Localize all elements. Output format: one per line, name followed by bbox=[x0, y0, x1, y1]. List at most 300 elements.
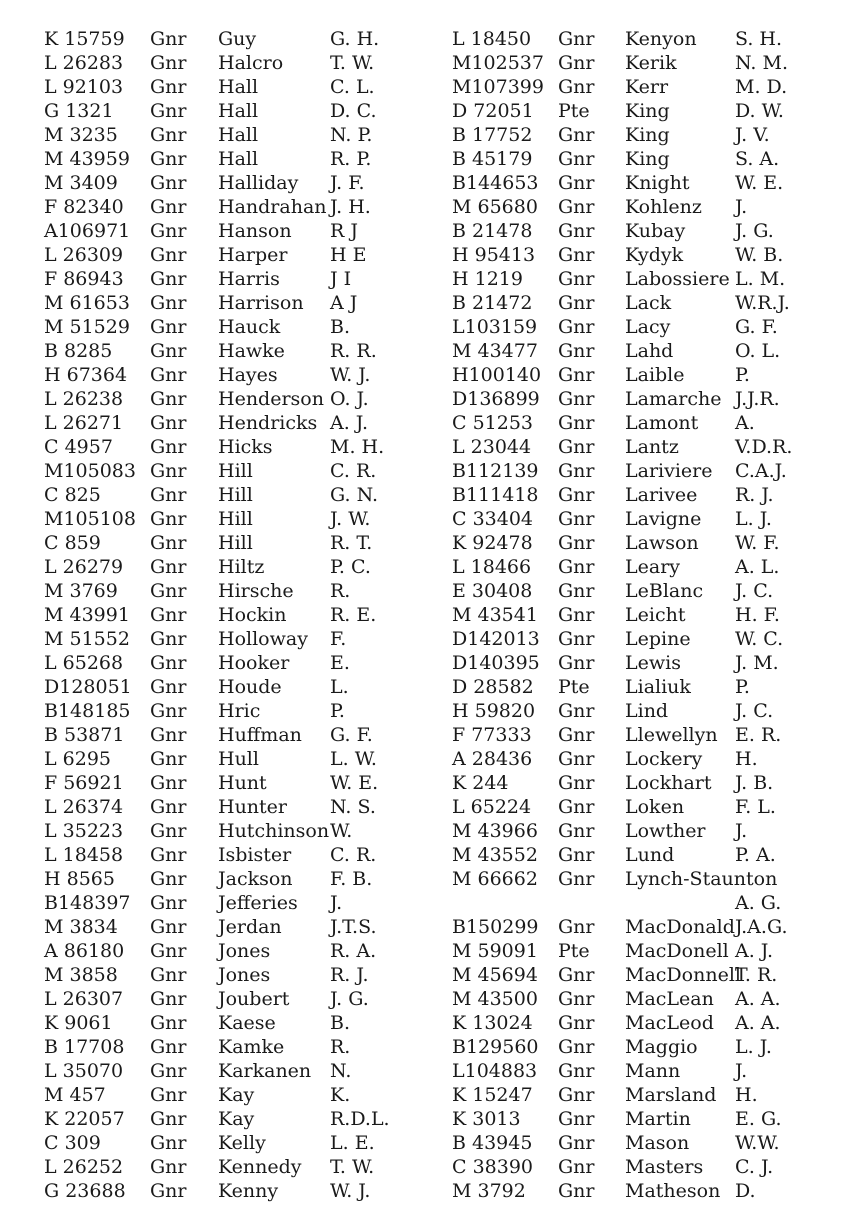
roll-entry bbox=[452, 219, 846, 243]
surname: Knight bbox=[625, 172, 690, 194]
roll-entry bbox=[452, 939, 846, 963]
initials: F. bbox=[330, 628, 347, 650]
roll-entry bbox=[452, 675, 846, 699]
service-number: C 309 bbox=[44, 1132, 101, 1154]
rank: Gnr bbox=[150, 76, 187, 98]
service-number: M102537 bbox=[452, 52, 544, 74]
initials: W.R.J. bbox=[735, 292, 790, 314]
surname: Lamarche bbox=[625, 388, 722, 410]
service-number: L 35223 bbox=[44, 820, 124, 842]
roll-entry bbox=[44, 795, 444, 819]
roll-entry bbox=[452, 267, 846, 291]
rank: Gnr bbox=[558, 436, 595, 458]
rank: Gnr bbox=[150, 172, 187, 194]
surname: Hall bbox=[218, 124, 259, 146]
service-number: M 3769 bbox=[44, 580, 118, 602]
surname: Lantz bbox=[625, 436, 679, 458]
initials: H. F. bbox=[735, 604, 780, 626]
roll-entry bbox=[44, 771, 444, 795]
rank: Gnr bbox=[558, 484, 595, 506]
initials: J. H. bbox=[330, 196, 371, 218]
roll-entry bbox=[44, 483, 444, 507]
surname: Lewis bbox=[625, 652, 681, 674]
surname: Lack bbox=[625, 292, 672, 314]
surname: Kay bbox=[218, 1084, 255, 1106]
roll-entry bbox=[452, 411, 846, 435]
service-number: F 77333 bbox=[452, 724, 532, 746]
rank: Gnr bbox=[558, 388, 595, 410]
service-number: L104883 bbox=[452, 1060, 538, 1082]
surname: Hunter bbox=[218, 796, 288, 818]
initials: J. bbox=[735, 820, 748, 842]
surname: Hill bbox=[218, 484, 253, 506]
rank: Gnr bbox=[150, 1108, 187, 1130]
service-number: L 26307 bbox=[44, 988, 124, 1010]
roll-entry bbox=[44, 435, 444, 459]
roll-entry bbox=[44, 675, 444, 699]
rank: Gnr bbox=[150, 724, 187, 746]
surname: Hockin bbox=[218, 604, 287, 626]
roll-entry bbox=[44, 387, 444, 411]
initials: J.A.G. bbox=[735, 916, 788, 938]
rank: Gnr bbox=[150, 892, 187, 914]
service-number: M 45694 bbox=[452, 964, 538, 986]
initials: C. J. bbox=[735, 1156, 774, 1178]
initials: K. bbox=[330, 1084, 351, 1106]
rank: Gnr bbox=[150, 964, 187, 986]
rank: Gnr bbox=[150, 1156, 187, 1178]
roll-entry bbox=[44, 123, 444, 147]
rank: Gnr bbox=[558, 1156, 595, 1178]
initials: W. bbox=[330, 820, 353, 842]
service-number: M 3409 bbox=[44, 172, 118, 194]
surname: Harrison bbox=[218, 292, 304, 314]
roll-entry bbox=[452, 195, 846, 219]
rank: Gnr bbox=[150, 292, 187, 314]
initials: W.W. bbox=[735, 1132, 780, 1154]
service-number: L 26238 bbox=[44, 388, 124, 410]
service-number: B148397 bbox=[44, 892, 131, 914]
service-number: H 95413 bbox=[452, 244, 536, 266]
service-number: D128051 bbox=[44, 676, 132, 698]
initials: A. L. bbox=[735, 556, 780, 578]
service-number: M105083 bbox=[44, 460, 136, 482]
rank: Gnr bbox=[558, 244, 595, 266]
roll-entry bbox=[452, 987, 846, 1011]
roll-entry bbox=[44, 459, 444, 483]
rank: Gnr bbox=[150, 556, 187, 578]
service-number: M 65680 bbox=[452, 196, 538, 218]
roll-entry bbox=[452, 891, 846, 915]
rank: Gnr bbox=[558, 1084, 595, 1106]
initials: B. bbox=[330, 316, 351, 338]
service-number: B 21472 bbox=[452, 292, 533, 314]
initials: G. F. bbox=[735, 316, 778, 338]
initials: A. bbox=[735, 412, 755, 434]
service-number: M 61653 bbox=[44, 292, 130, 314]
service-number: L 92103 bbox=[44, 76, 124, 98]
surname: Jefferies bbox=[218, 892, 298, 914]
roll-entry bbox=[452, 843, 846, 867]
roll-entry bbox=[44, 219, 444, 243]
service-number: L 23044 bbox=[452, 436, 532, 458]
rank: Gnr bbox=[150, 148, 187, 170]
surname: Kenny bbox=[218, 1180, 279, 1202]
surname: Hendricks bbox=[218, 412, 318, 434]
rank: Gnr bbox=[558, 844, 595, 866]
initials: J. M. bbox=[735, 652, 779, 674]
roll-entry bbox=[44, 171, 444, 195]
roll-entry bbox=[44, 315, 444, 339]
service-number: L103159 bbox=[452, 316, 538, 338]
initials: J. bbox=[735, 1060, 748, 1082]
initials: H E bbox=[330, 244, 367, 266]
rank: Gnr bbox=[558, 724, 595, 746]
rank: Gnr bbox=[150, 436, 187, 458]
roll-entry bbox=[44, 843, 444, 867]
roll-entry bbox=[452, 627, 846, 651]
roll-entry bbox=[452, 291, 846, 315]
surname: Kaese bbox=[218, 1012, 276, 1034]
service-number: A 86180 bbox=[44, 940, 125, 962]
roll-entry bbox=[44, 963, 444, 987]
roll-entry bbox=[44, 579, 444, 603]
service-number: M 43541 bbox=[452, 604, 538, 626]
surname: Labossiere bbox=[625, 268, 730, 290]
surname: Kenyon bbox=[625, 28, 697, 50]
roll-entry bbox=[44, 531, 444, 555]
surname: Kay bbox=[218, 1108, 255, 1130]
initials: W. F. bbox=[735, 532, 780, 554]
initials: P. bbox=[735, 676, 750, 698]
service-number: C 38390 bbox=[452, 1156, 534, 1178]
service-number: B112139 bbox=[452, 460, 539, 482]
surname: Lialiuk bbox=[625, 676, 691, 698]
initials: J. bbox=[735, 196, 748, 218]
service-number: L 26374 bbox=[44, 796, 124, 818]
service-number: G 1321 bbox=[44, 100, 114, 122]
service-number: D 28582 bbox=[452, 676, 534, 698]
initials: J. C. bbox=[735, 580, 774, 602]
initials: J I bbox=[330, 268, 352, 290]
surname: Laible bbox=[625, 364, 685, 386]
rank: Gnr bbox=[558, 1036, 595, 1058]
surname: Henderson bbox=[218, 388, 324, 410]
rank: Gnr bbox=[150, 268, 187, 290]
service-number: L 26283 bbox=[44, 52, 124, 74]
roll-entry bbox=[452, 27, 846, 51]
service-number: L 35070 bbox=[44, 1060, 124, 1082]
initials: F. L. bbox=[735, 796, 776, 818]
roll-entry bbox=[452, 75, 846, 99]
rank: Gnr bbox=[150, 580, 187, 602]
surname: Harris bbox=[218, 268, 280, 290]
service-number: L 18458 bbox=[44, 844, 124, 866]
initials: R. P. bbox=[330, 148, 372, 170]
initials: J. B. bbox=[735, 772, 774, 794]
rank: Gnr bbox=[558, 868, 595, 890]
roll-entry bbox=[452, 123, 846, 147]
surname: Kerik bbox=[625, 52, 677, 74]
initials: C. L. bbox=[330, 76, 375, 98]
rank: Gnr bbox=[558, 964, 595, 986]
surname: Halcro bbox=[218, 52, 284, 74]
service-number: L 26252 bbox=[44, 1156, 124, 1178]
service-number: B144653 bbox=[452, 172, 539, 194]
initials: J.T.S. bbox=[330, 916, 377, 938]
surname: Larivee bbox=[625, 484, 698, 506]
surname: MacDonell bbox=[625, 940, 729, 962]
surname: Holloway bbox=[218, 628, 308, 650]
rank: Gnr bbox=[558, 172, 595, 194]
surname: Karkanen bbox=[218, 1060, 312, 1082]
surname: Jones bbox=[218, 964, 271, 986]
service-number: M 43959 bbox=[44, 148, 130, 170]
roll-entry bbox=[452, 339, 846, 363]
initials: R. bbox=[330, 580, 351, 602]
surname: Matheson bbox=[625, 1180, 721, 1202]
initials: C. R. bbox=[330, 460, 377, 482]
surname: Hall bbox=[218, 148, 259, 170]
initials: A. J. bbox=[735, 940, 773, 962]
surname: Hawke bbox=[218, 340, 285, 362]
initials: C. R. bbox=[330, 844, 377, 866]
rank: Gnr bbox=[150, 988, 187, 1010]
surname: Lockhart bbox=[625, 772, 712, 794]
rank: Gnr bbox=[558, 124, 595, 146]
service-number: B 53871 bbox=[44, 724, 125, 746]
roll-entry bbox=[44, 411, 444, 435]
roll-entry bbox=[452, 387, 846, 411]
service-number: M107399 bbox=[452, 76, 544, 98]
surname: Harper bbox=[218, 244, 288, 266]
rank: Gnr bbox=[558, 556, 595, 578]
rank: Gnr bbox=[558, 268, 595, 290]
initials: B. bbox=[330, 1012, 351, 1034]
rank: Gnr bbox=[558, 532, 595, 554]
roll-entry bbox=[452, 51, 846, 75]
rank: Gnr bbox=[558, 412, 595, 434]
roll-entry bbox=[44, 507, 444, 531]
initials: A. A. bbox=[735, 1012, 781, 1034]
roll-entry bbox=[452, 651, 846, 675]
rank: Pte bbox=[558, 676, 590, 698]
surname: Lind bbox=[625, 700, 669, 722]
service-number: L 26309 bbox=[44, 244, 124, 266]
roll-entry bbox=[44, 603, 444, 627]
service-number: H 1219 bbox=[452, 268, 523, 290]
right-column bbox=[452, 27, 846, 1203]
service-number: M 51529 bbox=[44, 316, 130, 338]
service-number: D142013 bbox=[452, 628, 540, 650]
initials: W. E. bbox=[330, 772, 379, 794]
surname: Lamont bbox=[625, 412, 699, 434]
surname: Hull bbox=[218, 748, 259, 770]
surname: Marsland bbox=[625, 1084, 717, 1106]
initials: P. A. bbox=[735, 844, 776, 866]
initials: A J bbox=[330, 292, 358, 314]
surname: Kohlenz bbox=[625, 196, 702, 218]
rank: Gnr bbox=[150, 28, 187, 50]
surname: MacDonald bbox=[625, 916, 735, 938]
surname: Kamke bbox=[218, 1036, 285, 1058]
roll-entry bbox=[44, 1179, 444, 1203]
surname: Martin bbox=[625, 1108, 691, 1130]
surname: Lahd bbox=[625, 340, 674, 362]
rank: Gnr bbox=[558, 364, 595, 386]
roll-entry bbox=[452, 771, 846, 795]
surname: Mann bbox=[625, 1060, 681, 1082]
roll-entry bbox=[44, 627, 444, 651]
rank: Gnr bbox=[558, 292, 595, 314]
rank: Gnr bbox=[558, 460, 595, 482]
initials: L. W. bbox=[330, 748, 377, 770]
roll-entry bbox=[44, 1083, 444, 1107]
initials: G. F. bbox=[330, 724, 373, 746]
rank: Gnr bbox=[150, 460, 187, 482]
initials: W. J. bbox=[330, 1180, 371, 1202]
surname: King bbox=[625, 124, 670, 146]
rank: Gnr bbox=[150, 364, 187, 386]
rank: Gnr bbox=[150, 1084, 187, 1106]
surname: Jerdan bbox=[218, 916, 282, 938]
roll-entry bbox=[452, 747, 846, 771]
service-number: M 43552 bbox=[452, 844, 538, 866]
initials: E. G. bbox=[735, 1108, 782, 1130]
roll-entry bbox=[452, 963, 846, 987]
rank: Gnr bbox=[150, 700, 187, 722]
surname: Mason bbox=[625, 1132, 690, 1154]
surname: Hicks bbox=[218, 436, 273, 458]
service-number: K 9061 bbox=[44, 1012, 113, 1034]
left-column bbox=[44, 27, 444, 1203]
roll-entry bbox=[452, 579, 846, 603]
roll-entry bbox=[44, 1035, 444, 1059]
surname: Hauck bbox=[218, 316, 281, 338]
roll-entry bbox=[452, 795, 846, 819]
surname: Lockery bbox=[625, 748, 703, 770]
roll-entry bbox=[44, 747, 444, 771]
initials: N. P. bbox=[330, 124, 373, 146]
surname: Hunt bbox=[218, 772, 267, 794]
initials: F. B. bbox=[330, 868, 373, 890]
surname: King bbox=[625, 148, 670, 170]
initials: R. T. bbox=[330, 532, 373, 554]
rank: Gnr bbox=[558, 1012, 595, 1034]
initials: R. R. bbox=[330, 340, 377, 362]
surname: Llewellyn bbox=[625, 724, 718, 746]
roll-entry bbox=[44, 291, 444, 315]
rank: Gnr bbox=[150, 100, 187, 122]
roll-entry bbox=[44, 339, 444, 363]
service-number: C 859 bbox=[44, 532, 101, 554]
service-number: C 33404 bbox=[452, 508, 534, 530]
surname: Hall bbox=[218, 76, 259, 98]
surname: Handrahan bbox=[218, 196, 327, 218]
initials: T. W. bbox=[330, 52, 375, 74]
initials: R. E. bbox=[330, 604, 377, 626]
service-number: F 82340 bbox=[44, 196, 124, 218]
surname: Halliday bbox=[218, 172, 299, 194]
rank: Gnr bbox=[150, 748, 187, 770]
roll-entry bbox=[452, 867, 846, 891]
service-number: M 59091 bbox=[452, 940, 538, 962]
rank: Gnr bbox=[558, 220, 595, 242]
initials: S. A. bbox=[735, 148, 780, 170]
rank: Gnr bbox=[150, 916, 187, 938]
roll-entry bbox=[452, 1179, 846, 1203]
initials: J. W. bbox=[330, 508, 371, 530]
rank: Gnr bbox=[558, 604, 595, 626]
roll-entry bbox=[452, 363, 846, 387]
initials: N. M. bbox=[735, 52, 788, 74]
roll-entry bbox=[44, 75, 444, 99]
initials: L. M. bbox=[735, 268, 786, 290]
surname: Isbister bbox=[218, 844, 292, 866]
roll-entry bbox=[44, 267, 444, 291]
rank: Gnr bbox=[150, 244, 187, 266]
service-number: M 43477 bbox=[452, 340, 538, 362]
initials: W. C. bbox=[735, 628, 784, 650]
surname: Lavigne bbox=[625, 508, 702, 530]
surname: Kelly bbox=[218, 1132, 266, 1154]
service-number: E 30408 bbox=[452, 580, 533, 602]
surname: Hirsche bbox=[218, 580, 294, 602]
surname: Hiltz bbox=[218, 556, 265, 578]
roll-entry bbox=[44, 243, 444, 267]
service-number: C 51253 bbox=[452, 412, 534, 434]
rank: Gnr bbox=[150, 1180, 187, 1202]
service-number: D140395 bbox=[452, 652, 540, 674]
roll-entry bbox=[44, 939, 444, 963]
roll-entry bbox=[44, 1059, 444, 1083]
initials: E. bbox=[330, 652, 350, 674]
initials: A. G. bbox=[735, 892, 782, 914]
initials: M. D. bbox=[735, 76, 788, 98]
rank: Gnr bbox=[558, 988, 595, 1010]
roll-entry bbox=[452, 171, 846, 195]
initials: W. E. bbox=[735, 172, 784, 194]
service-number: K 15247 bbox=[452, 1084, 533, 1106]
service-number: M 43500 bbox=[452, 988, 538, 1010]
initials: E. R. bbox=[735, 724, 782, 746]
initials: C.A.J. bbox=[735, 460, 787, 482]
service-number: L 65224 bbox=[452, 796, 532, 818]
surname: Lowther bbox=[625, 820, 706, 842]
rank: Gnr bbox=[558, 652, 595, 674]
initials: V.D.R. bbox=[735, 436, 793, 458]
rank: Gnr bbox=[558, 748, 595, 770]
surname: MacDonnell bbox=[625, 964, 741, 986]
rank: Gnr bbox=[150, 124, 187, 146]
service-number: K 13024 bbox=[452, 1012, 533, 1034]
rank: Gnr bbox=[558, 316, 595, 338]
surname: MacLean bbox=[625, 988, 714, 1010]
initials: H. bbox=[735, 1084, 758, 1106]
initials: J. G. bbox=[735, 220, 774, 242]
initials: A. A. bbox=[735, 988, 781, 1010]
service-number: M 3792 bbox=[452, 1180, 526, 1202]
surname: Masters bbox=[625, 1156, 704, 1178]
surname: Kerr bbox=[625, 76, 669, 98]
roll-entry bbox=[44, 27, 444, 51]
roll-entry bbox=[452, 555, 846, 579]
rank: Gnr bbox=[558, 76, 595, 98]
initials: R. A. bbox=[330, 940, 377, 962]
initials: J. F. bbox=[330, 172, 365, 194]
roll-entry bbox=[44, 651, 444, 675]
rank: Gnr bbox=[150, 508, 187, 530]
